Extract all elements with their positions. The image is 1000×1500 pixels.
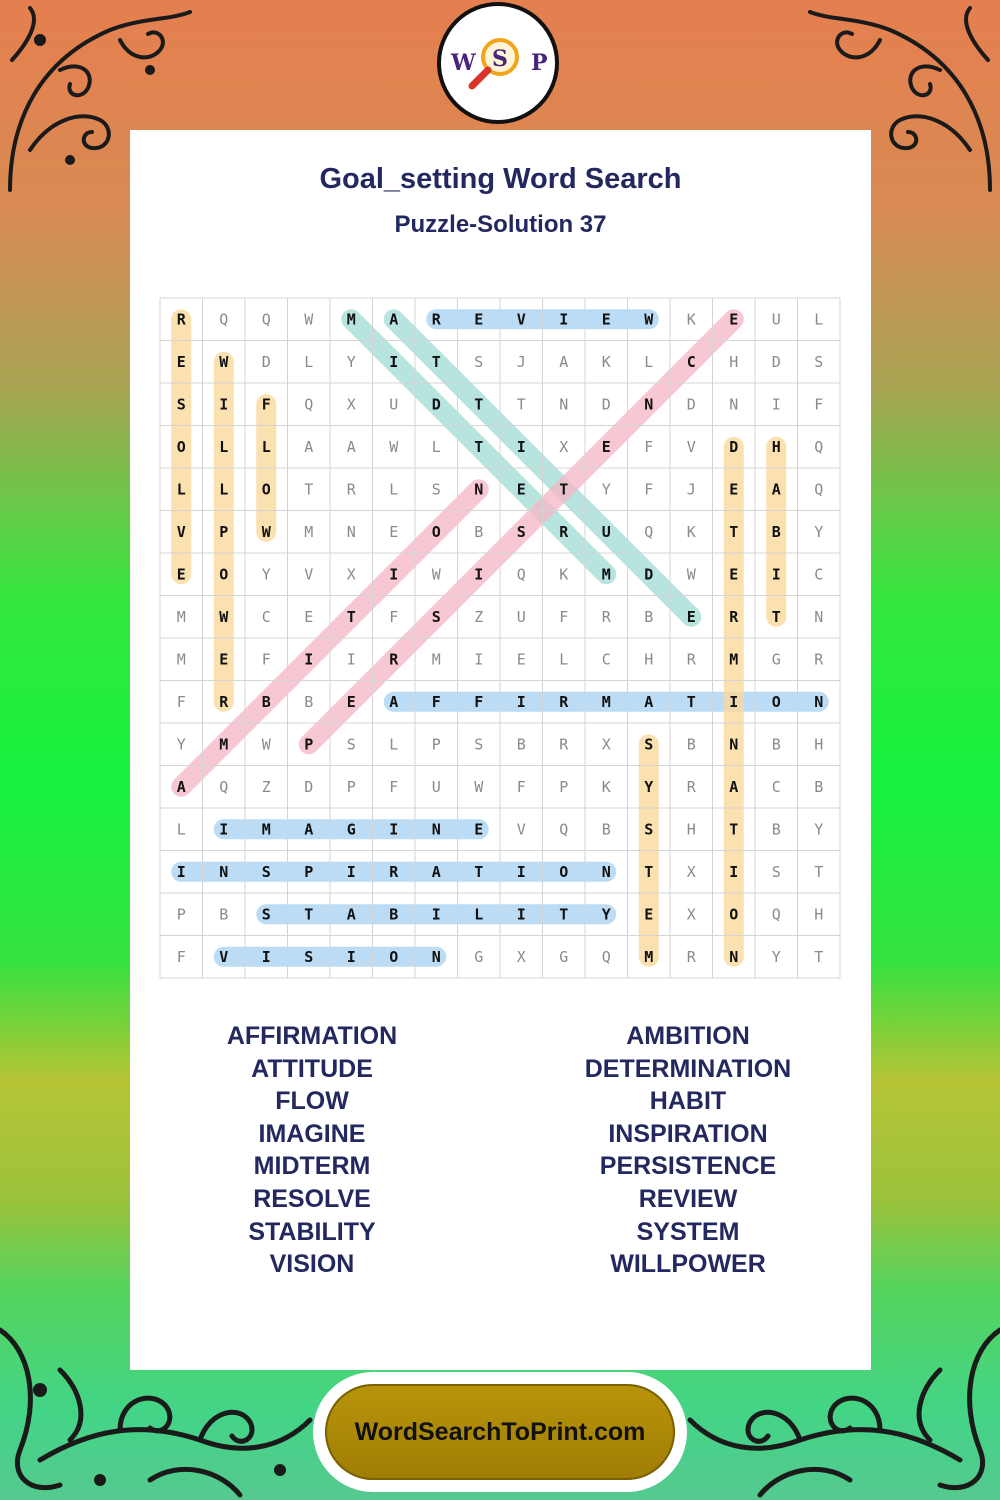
grid-cell: A <box>389 310 399 329</box>
grid-cell: P <box>346 777 356 796</box>
grid-cell: R <box>686 650 696 669</box>
grid-cell: I <box>516 905 526 924</box>
grid-cell: N <box>431 820 441 839</box>
grid-cell: I <box>219 395 229 414</box>
grid-cell: X <box>601 735 611 754</box>
grid-cell: L <box>219 437 229 456</box>
grid-cell: F <box>261 395 271 414</box>
grid-cell: Q <box>601 947 611 966</box>
grid-cell: L <box>431 437 441 456</box>
grid-cell: E <box>516 480 526 499</box>
word-list-item: IMAGINE <box>258 1119 366 1148</box>
grid-cell: N <box>644 395 654 414</box>
grid-cell: H <box>686 820 696 839</box>
grid-cell: F <box>814 395 824 414</box>
grid-cell: L <box>474 905 484 924</box>
grid-cell: W <box>261 735 271 754</box>
grid-cell: S <box>431 607 441 626</box>
grid-cell: O <box>559 862 569 881</box>
grid-cell: I <box>771 395 781 414</box>
logo-letter-s: S <box>492 46 508 72</box>
grid-cell: M <box>601 692 611 711</box>
grid-cell: N <box>219 862 229 881</box>
grid-cell: V <box>516 310 526 329</box>
grid-cell: T <box>559 480 569 499</box>
grid-cell: F <box>644 437 654 456</box>
grid-cell: S <box>771 862 781 881</box>
grid-cell: D <box>771 352 781 371</box>
grid-cell: L <box>304 352 314 371</box>
word-list-item: REVIEW <box>638 1184 738 1213</box>
grid-cell: L <box>176 820 186 839</box>
grid-cell: N <box>474 480 484 499</box>
grid-cell: J <box>516 352 526 371</box>
grid-cell: N <box>814 607 824 626</box>
grid-cell: A <box>304 437 314 456</box>
grid-cell: Q <box>261 310 271 329</box>
grid-cell: S <box>261 905 271 924</box>
grid-cell: A <box>176 777 186 796</box>
grid-cell: Q <box>559 820 569 839</box>
grid-cell: L <box>389 480 399 499</box>
grid-cell: W <box>474 777 484 796</box>
grid-cell: Z <box>474 607 484 626</box>
grid-cell: F <box>644 480 654 499</box>
grid-cell: U <box>601 522 611 541</box>
word-list-item: RESOLVE <box>253 1184 371 1213</box>
word-list-item: FLOW <box>275 1087 349 1116</box>
grid-cell: M <box>729 650 739 669</box>
grid-cell: D <box>644 565 654 584</box>
grid-cell: W <box>219 352 229 371</box>
grid-cell: N <box>431 947 441 966</box>
page-subtitle: Puzzle-Solution 37 <box>394 211 607 238</box>
logo-letter-w: W <box>451 50 476 76</box>
word-list-item: STABILITY <box>248 1217 376 1246</box>
grid-cell: D <box>431 395 441 414</box>
grid-cell: E <box>601 437 611 456</box>
grid-cell: R <box>686 947 696 966</box>
grid-cell: B <box>601 820 611 839</box>
grid-cell: B <box>686 735 696 754</box>
grid-cell: R <box>559 735 569 754</box>
grid-cell: P <box>431 735 441 754</box>
grid-cell: S <box>346 735 356 754</box>
grid-cell: A <box>346 905 356 924</box>
grid-cell: W <box>431 565 441 584</box>
grid-cell: R <box>559 522 569 541</box>
grid-cell: O <box>431 522 441 541</box>
grid-cell: S <box>474 735 484 754</box>
grid-cell: K <box>686 522 696 541</box>
grid-cell: X <box>346 395 356 414</box>
grid-cell: L <box>219 480 229 499</box>
grid-cell: N <box>559 395 569 414</box>
grid-cell: M <box>176 650 186 669</box>
word-list-item: INSPIRATION <box>608 1119 768 1148</box>
word-list-item: MIDTERM <box>253 1152 371 1181</box>
grid-cell: Y <box>771 947 781 966</box>
grid-cell: N <box>601 862 611 881</box>
grid-cell: Q <box>644 522 654 541</box>
grid-cell: H <box>644 650 654 669</box>
grid-cell: X <box>516 947 526 966</box>
grid-cell: S <box>176 395 186 414</box>
grid-cell: R <box>389 650 399 669</box>
grid-cell: V <box>176 522 186 541</box>
grid-cell: Y <box>346 352 356 371</box>
grid-cell: E <box>686 607 696 626</box>
word-list-item: VISION <box>269 1250 355 1279</box>
grid-cell: I <box>431 905 441 924</box>
grid-cell: Y <box>601 905 611 924</box>
word-list-item: HABIT <box>649 1087 727 1116</box>
grid-cell: E <box>729 310 739 329</box>
grid-cell: F <box>431 692 441 711</box>
grid-cell: U <box>516 607 526 626</box>
grid-cell: L <box>814 310 824 329</box>
grid-cell: Q <box>304 395 314 414</box>
grid-cell: C <box>686 352 696 371</box>
grid-cell: F <box>559 607 569 626</box>
word-list-item: SYSTEM <box>636 1217 740 1246</box>
grid-cell: G <box>346 820 356 839</box>
grid-cell: O <box>389 947 399 966</box>
grid-cell: I <box>389 352 399 371</box>
grid-cell: R <box>559 692 569 711</box>
grid-cell: E <box>346 692 356 711</box>
grid-cell: Q <box>814 437 824 456</box>
grid-cell: T <box>771 607 781 626</box>
grid-cell: T <box>644 862 654 881</box>
grid-cell: B <box>304 692 314 711</box>
grid-cell: I <box>389 565 399 584</box>
grid-cell: K <box>601 352 611 371</box>
grid-cell: N <box>729 395 739 414</box>
grid-cell: K <box>601 777 611 796</box>
grid-cell: H <box>729 352 739 371</box>
grid-cell: D <box>601 395 611 414</box>
grid-cell: I <box>304 650 314 669</box>
grid-cell: W <box>644 310 654 329</box>
grid-cell: T <box>474 437 484 456</box>
grid-cell: F <box>516 777 526 796</box>
grid-cell: W <box>261 522 271 541</box>
grid-cell: E <box>219 650 229 669</box>
grid-cell: B <box>771 522 781 541</box>
grid-cell: M <box>644 947 654 966</box>
grid-cell: L <box>176 480 186 499</box>
grid-cell: O <box>261 480 271 499</box>
grid-cell: P <box>219 522 229 541</box>
grid-cell: L <box>389 735 399 754</box>
grid-cell: X <box>686 905 696 924</box>
site-name: WordSearchToPrint.com <box>354 1417 646 1446</box>
grid-cell: B <box>219 905 229 924</box>
word-list-item: ATTITUDE <box>251 1054 373 1083</box>
grid-cell: H <box>814 735 824 754</box>
grid-cell: T <box>431 352 441 371</box>
grid-cell: K <box>559 565 569 584</box>
grid-cell: M <box>431 650 441 669</box>
grid-cell: T <box>304 480 314 499</box>
grid-cell: Y <box>601 480 611 499</box>
grid-cell: S <box>644 820 654 839</box>
grid-cell: O <box>729 905 739 924</box>
grid-cell: C <box>261 607 271 626</box>
grid-cell: G <box>474 947 484 966</box>
grid-cell: S <box>644 735 654 754</box>
grid-cell: X <box>686 862 696 881</box>
grid-cell: Q <box>219 777 229 796</box>
grid-cell: R <box>431 310 441 329</box>
grid-cell: I <box>516 437 526 456</box>
grid-cell: B <box>389 905 399 924</box>
grid-cell: S <box>261 862 271 881</box>
grid-cell: D <box>686 395 696 414</box>
grid-cell: E <box>516 650 526 669</box>
grid-cell: E <box>474 820 484 839</box>
grid-cell: Y <box>176 735 186 754</box>
grid-cell: R <box>219 692 229 711</box>
grid-cell: O <box>176 437 186 456</box>
grid-cell: T <box>474 395 484 414</box>
grid-cell: R <box>176 310 186 329</box>
grid-cell: W <box>304 310 314 329</box>
grid-cell: T <box>559 905 569 924</box>
grid-cell: E <box>304 607 314 626</box>
grid-cell: P <box>304 735 314 754</box>
grid-cell: X <box>346 565 356 584</box>
grid-cell: M <box>219 735 229 754</box>
grid-cell: J <box>686 480 696 499</box>
grid-cell: A <box>771 480 781 499</box>
grid-cell: E <box>729 480 739 499</box>
grid-cell: T <box>516 395 526 414</box>
grid-cell: Q <box>771 905 781 924</box>
grid-cell: F <box>261 650 271 669</box>
grid-cell: N <box>729 947 739 966</box>
grid-cell: L <box>261 437 271 456</box>
grid-cell: A <box>644 692 654 711</box>
grid-cell: F <box>474 692 484 711</box>
grid-cell: Q <box>814 480 824 499</box>
grid-cell: M <box>601 565 611 584</box>
grid-cell: I <box>771 565 781 584</box>
grid-cell: O <box>771 692 781 711</box>
grid-cell: Q <box>219 310 229 329</box>
grid-cell: F <box>389 777 399 796</box>
grid-cell: Y <box>814 522 824 541</box>
grid-cell: I <box>346 650 356 669</box>
grid-cell: R <box>601 607 611 626</box>
logo-letter-p: P <box>531 50 548 76</box>
grid-cell: I <box>729 862 739 881</box>
grid-cell: Y <box>261 565 271 584</box>
grid-cell: H <box>814 905 824 924</box>
grid-cell: R <box>346 480 356 499</box>
grid-cell: M <box>346 310 356 329</box>
grid-cell: I <box>474 565 484 584</box>
grid-cell: G <box>771 650 781 669</box>
grid-cell: U <box>389 395 399 414</box>
grid-cell: O <box>219 565 229 584</box>
grid-cell: M <box>176 607 186 626</box>
grid-cell: I <box>389 820 399 839</box>
grid-cell: I <box>729 692 739 711</box>
grid-cell: M <box>261 820 271 839</box>
grid-cell: I <box>516 862 526 881</box>
grid-cell: S <box>814 352 824 371</box>
grid-cell: T <box>729 522 739 541</box>
grid-cell: U <box>431 777 441 796</box>
grid-cell: A <box>346 437 356 456</box>
grid-cell: B <box>771 735 781 754</box>
grid-cell: E <box>644 905 654 924</box>
grid-cell: A <box>304 820 314 839</box>
grid-cell: S <box>474 352 484 371</box>
grid-cell: B <box>516 735 526 754</box>
grid-cell: K <box>686 310 696 329</box>
grid-cell: I <box>346 947 356 966</box>
grid-cell: E <box>729 565 739 584</box>
grid-cell: T <box>686 692 696 711</box>
grid-cell: T <box>814 947 824 966</box>
grid-cell: E <box>176 565 186 584</box>
grid-cell: E <box>176 352 186 371</box>
grid-cell: P <box>559 777 569 796</box>
grid-cell: A <box>431 862 441 881</box>
grid-cell: E <box>601 310 611 329</box>
grid-cell: F <box>389 607 399 626</box>
grid-cell: C <box>771 777 781 796</box>
grid-cell: T <box>814 862 824 881</box>
grid-cell: A <box>559 352 569 371</box>
grid-cell: H <box>771 437 781 456</box>
grid-cell: D <box>304 777 314 796</box>
grid-cell: D <box>729 437 739 456</box>
site-badge-pill <box>325 1384 675 1480</box>
grid-cell: Q <box>516 565 526 584</box>
word-list-item: AMBITION <box>626 1022 750 1050</box>
grid-cell: T <box>474 862 484 881</box>
grid-cell: P <box>304 862 314 881</box>
grid-cell: N <box>346 522 356 541</box>
grid-cell: U <box>771 310 781 329</box>
grid-cell: Z <box>261 777 271 796</box>
grid-cell: T <box>304 905 314 924</box>
site-badge <box>313 1372 687 1492</box>
grid-cell: R <box>814 650 824 669</box>
grid-cell: E <box>474 310 484 329</box>
grid-cell: N <box>814 692 824 711</box>
grid-cell: B <box>814 777 824 796</box>
grid-cell: B <box>474 522 484 541</box>
grid-cell: M <box>304 522 314 541</box>
grid-cell: R <box>389 862 399 881</box>
grid-cell: T <box>346 607 356 626</box>
grid-cell: R <box>729 607 739 626</box>
grid-cell: W <box>686 565 696 584</box>
grid-cell: L <box>644 352 654 371</box>
grid-cell: Y <box>814 820 824 839</box>
grid-cell: A <box>729 777 739 796</box>
grid-cell: A <box>389 692 399 711</box>
grid-cell: S <box>516 522 526 541</box>
grid-cell: I <box>261 947 271 966</box>
grid-cell: I <box>516 692 526 711</box>
grid-cell: I <box>219 820 229 839</box>
grid-cell: V <box>304 565 314 584</box>
grid-cell: E <box>389 522 399 541</box>
word-list-item: AFFIRMATION <box>226 1022 398 1050</box>
grid-cell: S <box>304 947 314 966</box>
grid-cell: B <box>261 692 271 711</box>
grid-cell: V <box>686 437 696 456</box>
word-list-item: DETERMINATION <box>584 1054 792 1083</box>
grid-cell: B <box>644 607 654 626</box>
grid-cell: D <box>261 352 271 371</box>
grid-cell: I <box>176 862 186 881</box>
grid-cell: F <box>176 692 186 711</box>
grid-cell: C <box>601 650 611 669</box>
grid-cell: S <box>431 480 441 499</box>
grid-cell: F <box>176 947 186 966</box>
grid-cell: I <box>346 862 356 881</box>
grid-cell: I <box>559 310 569 329</box>
grid-cell: W <box>219 607 229 626</box>
word-list-right <box>538 1020 838 1281</box>
grid-cell: G <box>559 947 569 966</box>
grid-cell: L <box>559 650 569 669</box>
grid-cell: C <box>814 565 824 584</box>
grid-cell: I <box>474 650 484 669</box>
grid-cell: N <box>729 735 739 754</box>
grid-cell: T <box>729 820 739 839</box>
word-list-left <box>162 1020 462 1281</box>
grid-cell: V <box>516 820 526 839</box>
grid-cell: V <box>219 947 229 966</box>
grid-cell: W <box>389 437 399 456</box>
grid-cell: P <box>176 905 186 924</box>
word-list-item: WILLPOWER <box>610 1250 766 1279</box>
grid-cell: R <box>686 777 696 796</box>
page-title: Goal_setting Word Search <box>319 163 682 195</box>
grid-cell: Y <box>644 777 654 796</box>
grid-cell: B <box>771 820 781 839</box>
word-list-item: PERSISTENCE <box>599 1152 777 1181</box>
grid-cell: X <box>559 437 569 456</box>
